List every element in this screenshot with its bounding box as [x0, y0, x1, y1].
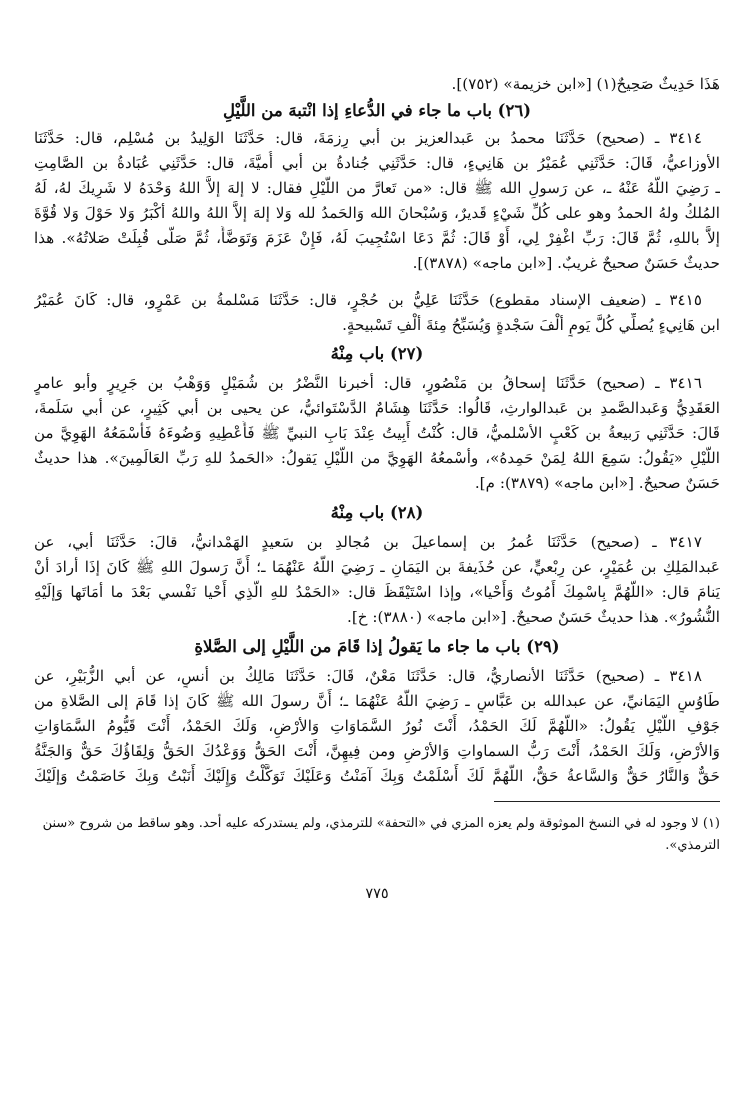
hadith-line: الأوزاعيُّ، قَالَ: حَدَّثَنِي عُمَيْرُ بن هَانِيءٍ، قال: حَدَّثَنِي جُنادةُ بن أبي أُميَّةَ، قال: حَدَّثَنِي عُبَادةُ بن الصَّامِتِ — [34, 154, 720, 172]
hadith-line: عَبدالمَلِكِ بن عُمَيْرٍ، عن رِبْعيٍّ، عن حُذَيفةَ بن اليَمَانِ ـ رَضِيَ اللَّهُ عَنْهُمَا ـ؛ أَنَّ رَسولَ اللهِ ﷺ كَانَ إذَا أرادَ أنْ — [34, 558, 720, 576]
footnote-continuation: الترمذي». — [665, 838, 720, 853]
hadith-line: حَقٌّ وَالنَّارُ حَقٌّ وَالسَّاعةُ حَقٌّ، اللَّهُمَّ لَكَ أَسْلَمْتُ وَبِكَ آمَنْتُ وَعَلَيْكَ تَوَكَّلْتُ وَإِلَيْكَ أَنَبْتُ وَبِكَ خَاصَمْتُ وَإلَيْكَ — [34, 767, 720, 785]
footnote — [34, 814, 720, 834]
hadith-line: ٣٤١٥ ـ (ضعيف الإسناد مقطوع) حَدَّثَنَا عَلِيُّ بن حُجْرٍ، قال: حَدَّثَنَا مَسْلمةُ بن عَمْرٍو، قال: كَانَ عُمَيْرُ — [34, 291, 702, 309]
hadith-line: ٣٤١٤ ـ (صحيح) حَدَّثَنَا محمدُ بن عَبدالعزيز بن أبي رِزمَةَ، قال: حَدَّثَنَا الوَلِيدُ بن مُسْلِم، قال: حَدَّثَنَا — [34, 129, 702, 147]
section-heading: (٢٩) باب ما جاء ما يَقولُ إذا قَامَ من اللَّيْلِ إلى الصَّلاةِ — [194, 637, 560, 656]
hadith-line: قَالَ: حَدَّثَنِي رَبيعةُ بن كَعْبٍ الأسْلميُّ، قال: كُنْتُ أَبِيتُ عِنْدَ بَابِ النبيِّ ﷺ فَأُعْطِيهِ وَضُوءَهُ فَأسْمَعُهُ الهَوِيَّ من — [34, 424, 720, 442]
hadith-line: العَقَدِيُّ وَعَبدالصَّمدِ بن عَبدالوارثِ، قَالُوا: حَدَّثَنَا هِشَامٌ الدَّسْتَوائيُّ، عن يحيى بن أبي كَثِيرٍ، عن أبي سَلَمةَ، — [34, 399, 720, 417]
hadith-line: النُّشُورُ». هذا حديثٌ حَسَنٌ صحيحٌ. [«ابن ماجه» (٣٨٨٠): خ]. — [347, 608, 720, 626]
text-line: هَذَا حَدِيثٌ صَحِيحٌ(١) [«ابن خزيمة» (٧٥٢)]. — [451, 75, 720, 93]
hadith-line: إلاَّ باللهِ، ثُمَّ قَالَ: رَبِّ اغْفِرْ لِي، أَوْ قَالَ: ثُمَّ دَعَا اسْتُجِيبَ لَهُ، فَإِنْ عَزَمَ وَتَوَضَّأَ، ثُمَّ صَلَّى قُبِلَتْ صَلاتُهُ». هذا — [34, 229, 720, 247]
hadith-line: ـ رَضِيَ اللَّهُ عَنْهُ ـ، عن رَسولِ الله ﷺ قال: «من تَعارَّ من اللَّيْلِ فقال: لا إلهَ إلاَّ اللهُ وَحْدَهُ لا شَرِيكَ لهُ، لَهُ — [34, 179, 720, 197]
hadith-line: يَنامَ قال: «اللَّهُمَّ بِاسْمِكَ أَمُوتُ وَأَحْيا»، وإذا اسْتَيْقَظَ قال: «الحَمْدُ للهِ الَّذِي أَحْيا نَفْسي بَعْدَ ما أمَاتَها وَإلَيْهِ — [34, 583, 720, 601]
hadith-line: ابن هَانِيءٍ يُصلِّي كُلَّ يَومٍ ألْفَ سَجْدةٍ وَيُسَبِّحُ مِئةَ ألْفِ تَسْبيحةٍ. — [342, 316, 720, 334]
hadith-line: وَالأرْضِ، وَلَكَ الحَمْدُ، أَنْتَ رَبُّ السماواتِ وَالأرْضِ ومن فِيهِنَّ، أَنْتَ الحَقُّ وَوَعْدُكَ الحَقُّ وَلِقَاؤُكَ حَقٌّ وَالجَنَّةُ — [34, 742, 720, 760]
hadith-line: المُلكُ ولهُ الحمدُ وهو على كُلِّ شَيْءٍ قَديرٌ، وَسُبْحانَ الله وَالحَمدُ لله وَلا إلهَ إلاَّ اللهُ واللهُ أكْبَرُ وَلا حَوْلَ وَلا قُوَّةَ — [34, 204, 720, 222]
hadith-line: حَسَنٌ صحيحٌ. [«ابن ماجه» (٣٨٧٩): م]. — [474, 474, 720, 492]
section-heading: (٢٧) باب مِنْهُ — [330, 344, 424, 363]
hadith-line: ٣٤١٦ ـ (صحيح) حَدَّثَنَا إسحاقُ بن مَنْصُورٍ، قال: أخبرنا النَّضْرُ بن شُمَيْلٍ وَوَهْبُ بن جَرِيرٍ وأبو عامرٍ — [34, 374, 702, 392]
footnote-marker: (١) — [702, 816, 720, 831]
hadith-line: ٣٤١٨ ـ (صحيح) حَدَّثَنَا الأنصاريُّ، قال: حَدَّثَنَا مَعْنٌ، قَالَ: حَدَّثَنَا مَالِكُ بن أنسٍ، عن أبي الزُّبَيْرِ، عن — [34, 667, 702, 685]
page-number: ٧٧٥ — [365, 886, 389, 902]
hadith-line: حديثٌ حَسَنٌ صحيحٌ غريبٌ. [«ابن ماجه» (٣٨٧٨)]. — [412, 254, 720, 272]
section-heading: (٢٨) باب مِنْهُ — [330, 503, 424, 522]
hadith-line: ٣٤١٧ ـ (صحيح) حَدَّثَنَا عُمرُ بن إسماعيلَ بن مُجالدِ بن سَعيدٍ الهَمْدانيُّ، قالَ: حَدَّثَنَا أبي، عن — [34, 533, 702, 551]
footnote-separator — [494, 801, 720, 802]
hadith-line: اللَّيْلِ «يَقُولُ: سَمِعَ اللهُ لِمَنْ حَمِدهُ»، وأسْمعُهُ الهَوِيَّ من اللَّيْلِ يَقولُ: «الحَمدُ للهِ رَبِّ العَالَمِينَ». هذا حديثٌ — [34, 449, 720, 467]
footnote-text: لا وجود له في النسخ الموثوقة ولم يعزه المزي في «التحفة» للترمذي، ولم يستدركه عليه أحد. وهو ساقط من شروح «سنن — [42, 816, 699, 831]
hadith-line: طَاوُسٍ اليَمَانيِّ، عن عبدالله بن عَبَّاسٍ ـ رَضِيَ اللَّهُ عَنْهُمَا ـ؛ أَنَّ رسولَ الله ﷺ كَانَ إذا قَامَ إلى الصَّلاةِ من — [34, 692, 720, 710]
section-heading: (٢٦) باب ما جاء في الدُّعاءِ إذا انْتبهَ من اللَّيْلِ — [222, 101, 532, 120]
hadith-line: جَوْفِ اللَّيْلِ يَقُولُ: «اللَّهُمَّ لَكَ الحَمْدُ، أَنْتَ نُورُ السَّمَاوَاتِ وَالأرْضِ، وَلَكَ الحَمْدُ، أَنْتَ قَيُّومُ السَّمَاوَاتِ — [34, 717, 720, 735]
